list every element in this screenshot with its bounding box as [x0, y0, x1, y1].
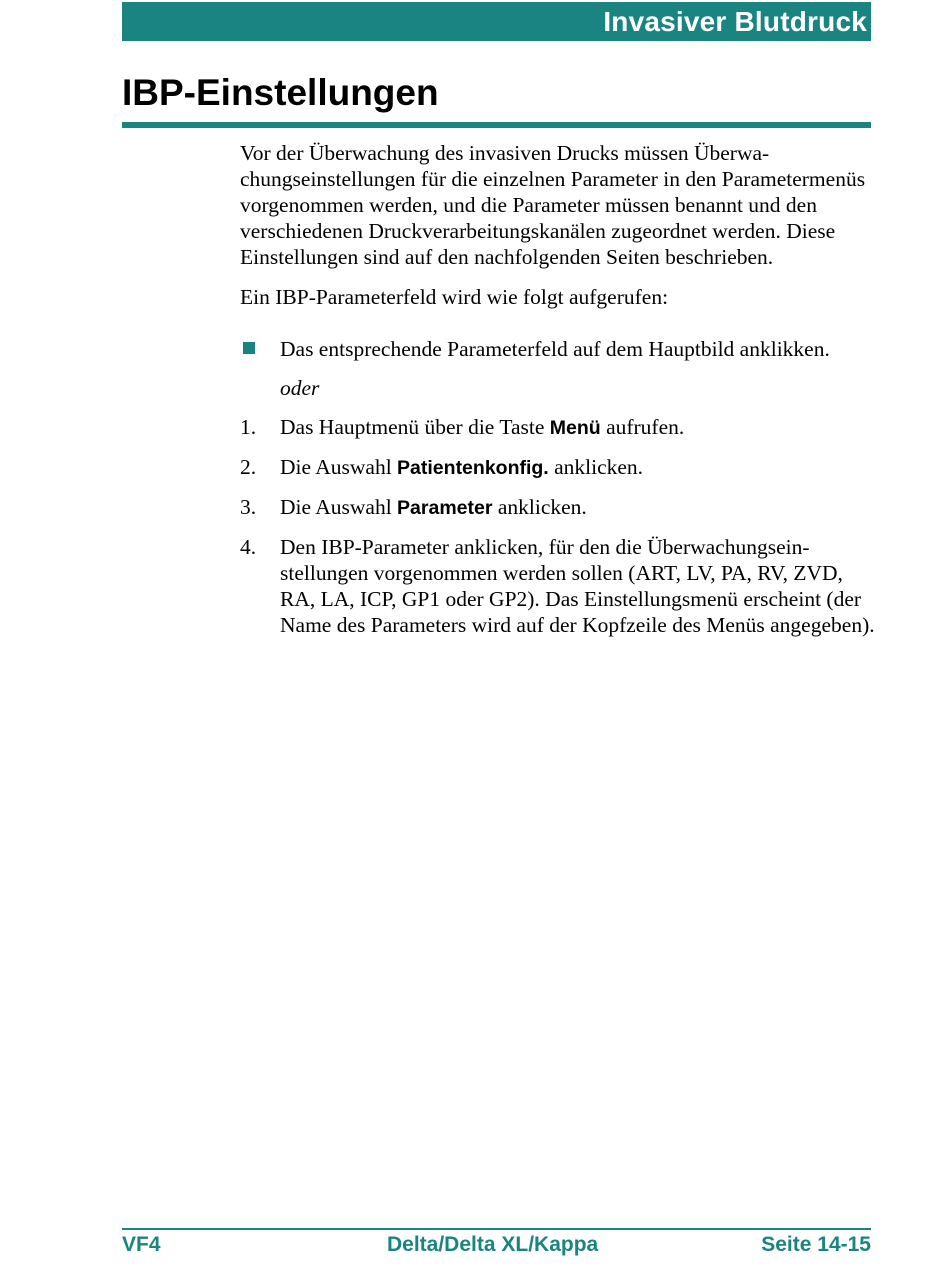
page-body	[240, 140, 875, 638]
alternative-word: oder	[280, 376, 320, 400]
step-item	[240, 454, 875, 481]
intro-lead-in: Ein IBP-Parameterfeld wird wie folgt aufgerufen:	[240, 285, 669, 309]
step-text-before: Die Auswahl	[280, 495, 398, 519]
footer-divider	[122, 1228, 871, 1230]
step-number: 1.	[240, 415, 257, 439]
section-header-bar	[122, 2, 871, 41]
step-text: Den IBP-Parameter anklicken, für den die Überwachungseinstellungen vorgenommen werden sollen (ART, LV, PA, RV, ZVD, RA, LA, ICP, GP1 oder GP2). Das Einstellungsmenü erscheint (der Name des Parameters wird auf der Kopfzeile des Menüs angegeben).	[280, 535, 875, 637]
step-text-before: Das Hauptmenü über die Taste	[280, 415, 550, 439]
step-text-after: aufrufen.	[600, 415, 685, 439]
step-item	[240, 494, 875, 521]
step-number: 2.	[240, 455, 257, 479]
step-key-label: Parameter	[397, 497, 493, 519]
footer-left-label: VF4	[122, 1233, 161, 1256]
footer-product-name: Delta/Delta XL/Kappa	[387, 1233, 599, 1256]
step-item	[240, 534, 875, 638]
step-text-before: Die Auswahl	[280, 455, 398, 479]
bullet-text: Das entsprechende Parameterfeld auf dem Hauptbild anklikken.	[280, 337, 830, 361]
title-divider	[122, 122, 871, 128]
step-number: 4.	[240, 535, 257, 559]
footer-page-number: Seite 14-15	[761, 1233, 871, 1256]
step-text-after: anklicken.	[548, 455, 644, 479]
bullet-item	[240, 336, 875, 362]
section-header-title: Invasiver Blutdruck	[603, 6, 867, 37]
step-key-label: Menü	[549, 417, 601, 439]
step-item	[240, 414, 875, 441]
steps-list	[240, 414, 875, 638]
square-bullet-icon	[243, 342, 255, 354]
step-number: 3.	[240, 495, 257, 519]
page-title: IBP-Einstellungen	[122, 72, 439, 113]
intro-paragraph: Vor der Überwachung des invasiven Drucks müssen Überwachungseinstellungen für die einzelnen Parameter in den Parametermenüs vorgenommen werden, und die Parameter müssen benannt und den verschiedenen Druckverarbeitungskanälen zugeordnet werden. Diese Einstellungen sind auf den nachfolgenden Seiten beschrieben.	[240, 141, 866, 269]
step-text-after: anklicken.	[492, 495, 587, 519]
step-key-label: Patientenkonfig.	[397, 457, 549, 479]
